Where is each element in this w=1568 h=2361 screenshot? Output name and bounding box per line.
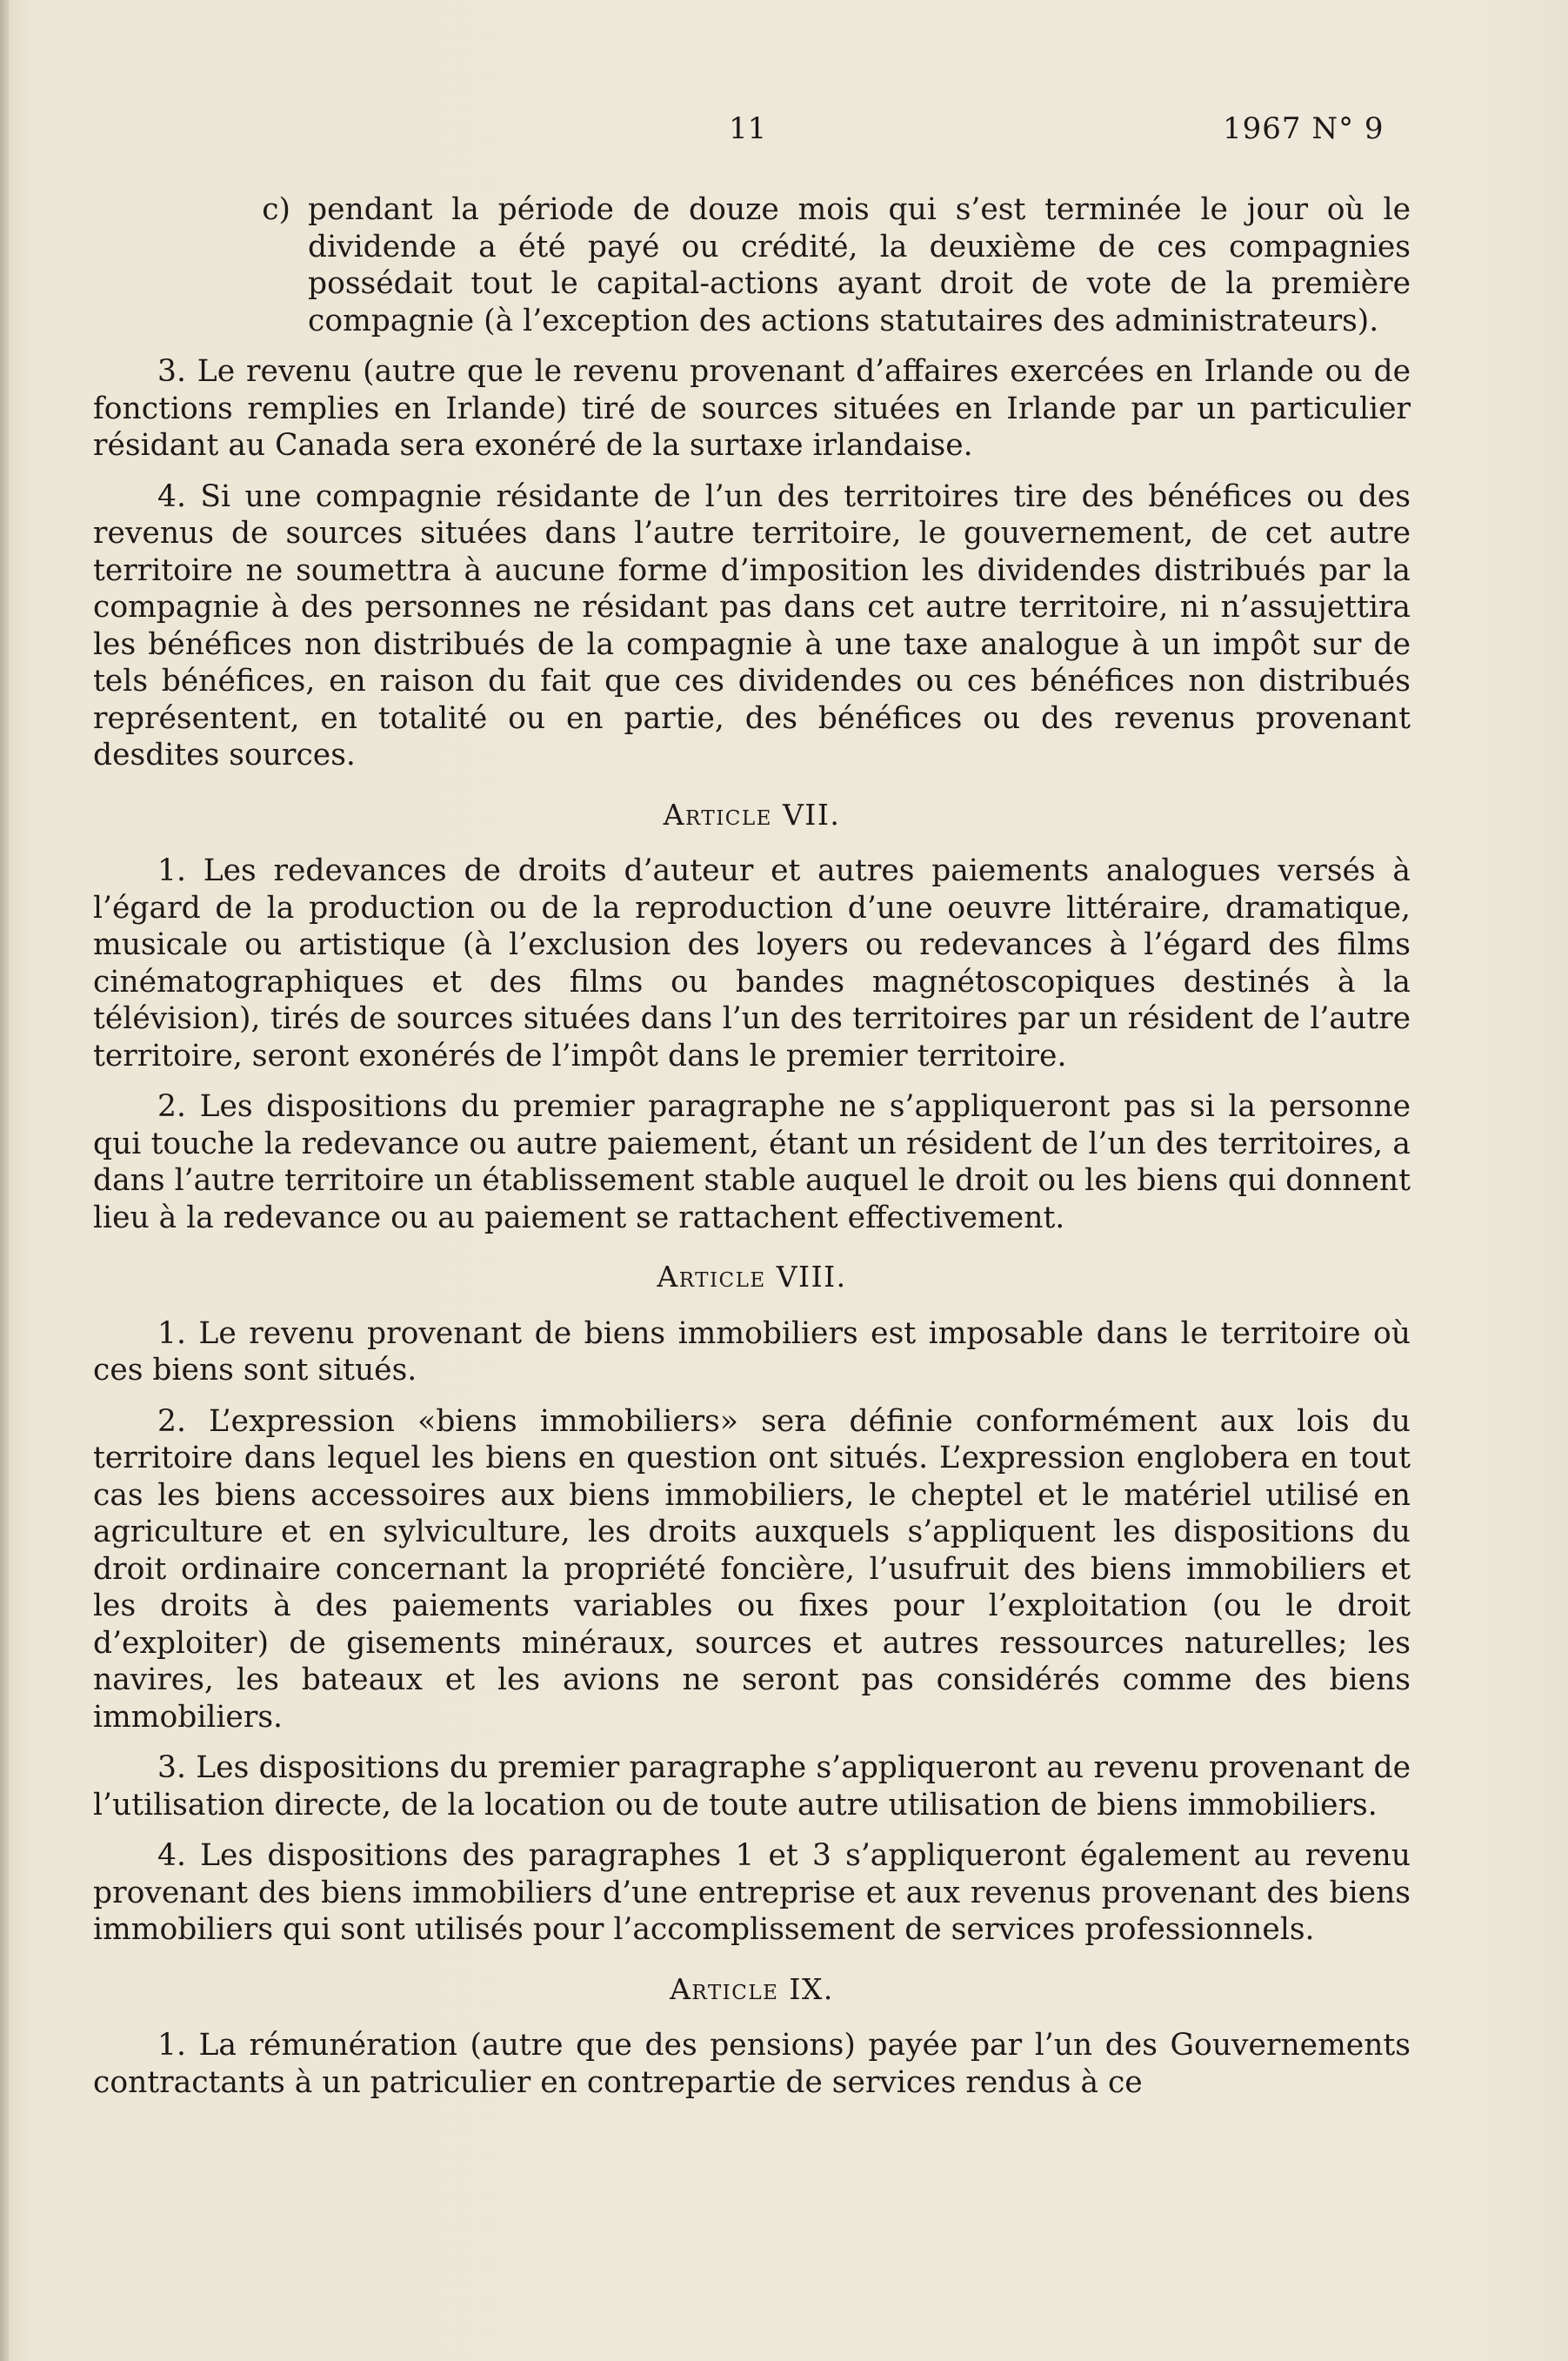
item-c <box>93 191 1411 339</box>
body-text <box>93 191 1411 2115</box>
paragraph-viii-3: 3. Les dispositions du premier paragraphe s’appliqueront au revenu provenant de l’utilisation directe, de la location ou de toute autre utilisation de biens immobiliers. <box>93 1750 1411 1823</box>
paragraph-viii-2: 2. L’expression «biens immobiliers» sera définie conformément aux lois du territoire dans lequel les biens en question ont situés. L’expression englobera en tout cas les biens accessoires aux biens immobiliers, le cheptel et le matériel utilisé en agriculture et en sylviculture, les droits auxquels s’appliquent les dispositions du droit ordinaire concernant la propriété foncière, l’usufruit des biens immobiliers et les droits à des paiements variables ou fixes pour l’exploitation (ou le droit d’exploiter) de gisements minéraux, sources et autres ressources naturelles; les navires, les bateaux et les avions ne seront pas considérés comme des biens immobiliers. <box>93 1403 1411 1735</box>
issue-label: 1967 N° 9 <box>1223 111 1385 146</box>
book-spine-shadow <box>0 0 9 2361</box>
paragraph-vii-1: 1. Les redevances de droits d’auteur et autres paiements analogues versés à l’égard de la production ou de la reproduction d’une oeuvre littéraire, dramatique, musicale ou artistique (à l’exclusion des loyers ou redevances à l’égard des films cinématographiques et des films ou bandes magnétoscopiques destinés à la télévision), tirés de sources situées dans l’un des territoires par un résident de l’autre territoire, seront exonérés de l’impôt dans le premier territoire. <box>93 853 1411 1073</box>
page-header <box>0 111 1568 153</box>
paragraph-vi-4: 4. Si une compagnie résidante de l’un des territoires tire des bénéfices ou des revenus de sources situées dans l’autre territoire, le gouvernement, de cet autre territoire ne soumettra à aucune forme d’imposition les dividendes distribués par la compagnie à des personnes ne résidant pas dans cet autre territoire, ni n’assujettira les bénéfices non distribués de la compagnie à une taxe analogue à un impôt sur de tels bénéfices, en raison du fait que ces dividendes ou ces bénéfices non distribués représentent, en totalité ou en partie, des bénéfices ou des revenus provenant desdites sources. <box>93 478 1411 773</box>
paragraph-vi-3: 3. Le revenu (autre que le revenu provenant d’affaires exercées en Irlande ou de fonctions remplies en Irlande) tiré de sources situées en Irlande par un particulier résidant au Canada sera exonéré de la surtaxe irlandaise. <box>93 354 1411 463</box>
page-number: 11 <box>729 111 767 146</box>
article-viii-heading: Article VIII. <box>657 1260 847 1294</box>
item-c-text: pendant la période de douze mois qui s’est terminée le jour où le dividende a été payé ou crédité, la deuxième de ces compagnies possédait tout le capital-actions ayant droit de vote de la première compagnie (à l’exception des actions statutaires des administrateurs). <box>308 192 1411 338</box>
paragraph-viii-1: 1. Le revenu provenant de biens immobiliers est imposable dans le territoire où ces biens sont situés. <box>93 1315 1411 1388</box>
paragraph-ix-1: 1. La rémunération (autre que des pensions) payée par l’un des Gouvernements contractants à un patriculier en contrepartie de services rendus à ce <box>93 2028 1411 2100</box>
paragraph-vii-2: 2. Les dispositions du premier paragraphe ne s’appliqueront pas si la personne qui touche la redevance ou autre paiement, étant un résident de l’un des territoires, a dans l’autre territoire un établissement stable auquel le droit ou les biens qui donnent lieu à la redevance ou au paiement se rattachent effectivement. <box>93 1089 1411 1235</box>
item-c-label: c) <box>262 192 290 227</box>
article-ix-heading: Article IX. <box>670 1971 834 2006</box>
paragraph-viii-4: 4. Les dispositions des paragraphes 1 et 3 s’appliqueront également au revenu provenant des biens immobiliers d’une entreprise et aux revenus provenant des biens immobiliers qui sont utilisés pour l’accomplissement de services professionnels. <box>93 1838 1411 1947</box>
article-vii-heading: Article VII. <box>663 797 841 832</box>
